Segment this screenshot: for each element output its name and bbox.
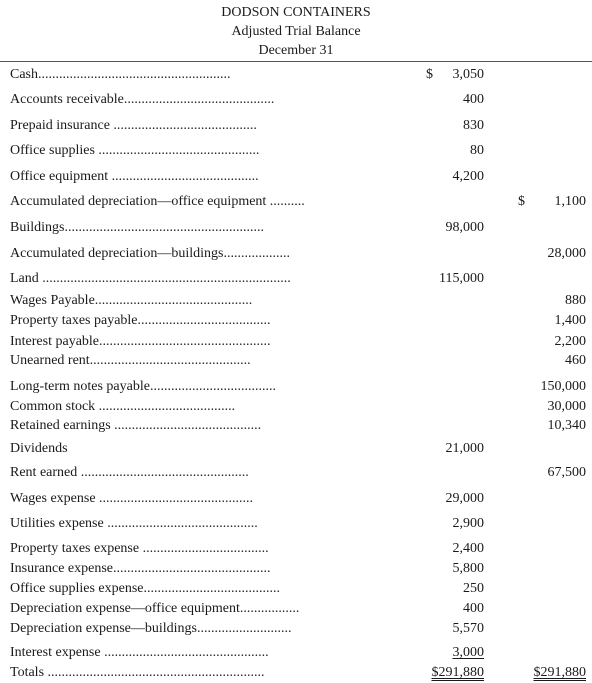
credit-amount — [508, 219, 586, 237]
credit-amount — [508, 417, 586, 435]
debit-amount — [420, 219, 484, 237]
credit-amount — [508, 270, 586, 288]
table-row — [0, 66, 592, 84]
credit-value: 1,100 — [554, 194, 586, 209]
debit-value: 400 — [463, 92, 484, 107]
account-name: Retained earnings .......................................... — [10, 418, 262, 433]
debit-amount — [420, 440, 484, 458]
account-name: Buildings......................................................... — [10, 220, 264, 235]
credit-value: 880 — [565, 293, 586, 308]
credit-amount — [508, 312, 586, 330]
credit-amount — [508, 490, 586, 508]
debit-amount — [420, 378, 484, 396]
credit-value: $291,880 — [533, 665, 586, 680]
table-row — [0, 352, 592, 370]
table-row — [0, 580, 592, 598]
debit-amount — [420, 91, 484, 109]
debit-value: 80 — [470, 143, 484, 158]
table-row — [0, 600, 592, 618]
debit-amount — [420, 490, 484, 508]
table-row — [0, 292, 592, 310]
credit-amount — [508, 292, 586, 310]
debit-value: 29,000 — [445, 491, 484, 506]
account-name: Land ....................................................................... — [10, 271, 291, 286]
table-row — [0, 168, 592, 186]
table-row — [0, 490, 592, 508]
credit-amount — [508, 644, 586, 662]
table-row — [0, 219, 592, 237]
credit-amount — [508, 440, 586, 458]
account-name: Common stock ....................................... — [10, 399, 236, 414]
account-name: Utilities expense ........................................... — [10, 516, 258, 531]
account-name: Long-term notes payable.................................... — [10, 379, 276, 394]
account-name: Wages Payable............................................. — [10, 293, 253, 308]
credit-value: 1,400 — [554, 313, 586, 328]
dollar-sign: $ — [518, 194, 525, 209]
credit-value: 67,500 — [547, 465, 586, 480]
credit-value: 150,000 — [540, 379, 586, 394]
table-row — [0, 440, 592, 458]
table-row — [0, 464, 592, 482]
table-row — [0, 515, 592, 533]
debit-amount — [420, 398, 484, 416]
credit-value: 2,200 — [554, 334, 586, 349]
account-name: Accumulated depreciation—office equipment .......... — [10, 194, 305, 209]
account-name: Office supplies .............................................. — [10, 143, 260, 158]
credit-value: 28,000 — [547, 246, 586, 261]
credit-amount — [508, 333, 586, 351]
account-name: Property taxes expense .................................... — [10, 541, 269, 556]
account-name: Interest payable................................................. — [10, 334, 271, 349]
account-name: Interest expense ............................................... — [10, 645, 269, 660]
debit-amount — [420, 193, 484, 211]
credit-amount — [508, 664, 586, 682]
debit-value: 3,050 — [452, 67, 484, 82]
table-row — [0, 644, 592, 662]
table-row — [0, 245, 592, 263]
credit-value: 10,340 — [547, 418, 586, 433]
debit-amount — [420, 620, 484, 638]
debit-amount — [420, 417, 484, 435]
debit-amount — [420, 142, 484, 160]
debit-value: 21,000 — [445, 441, 484, 456]
account-name: Accumulated depreciation—buildings................... — [10, 246, 290, 261]
debit-value: 2,400 — [452, 541, 484, 556]
table-row — [0, 142, 592, 160]
credit-amount — [508, 245, 586, 263]
credit-amount — [508, 117, 586, 135]
table-row — [0, 91, 592, 109]
account-name: Wages expense ............................................ — [10, 491, 254, 506]
credit-amount — [508, 398, 586, 416]
credit-amount — [508, 580, 586, 598]
credit-amount — [508, 620, 586, 638]
credit-amount — [508, 560, 586, 578]
credit-amount — [508, 464, 586, 482]
credit-amount — [508, 91, 586, 109]
debit-amount — [420, 292, 484, 310]
debit-amount — [420, 464, 484, 482]
debit-amount — [420, 312, 484, 330]
account-name: Office equipment .......................................... — [10, 169, 259, 184]
debit-amount — [420, 117, 484, 135]
credit-value: 30,000 — [547, 399, 586, 414]
account-name: Unearned rent.............................................. — [10, 353, 251, 368]
table-row — [0, 398, 592, 416]
debit-value: 2,900 — [452, 516, 484, 531]
statement-date: December 31 — [258, 43, 334, 58]
account-name: Accounts receivable........................................... — [10, 92, 275, 107]
debit-amount — [420, 352, 484, 370]
table-row — [0, 540, 592, 558]
credit-amount — [508, 142, 586, 160]
dollar-sign: $ — [426, 67, 433, 82]
debit-amount — [420, 664, 484, 682]
account-name: Dividends — [10, 441, 68, 456]
totals-row — [0, 664, 592, 682]
debit-value: 5,800 — [452, 561, 484, 576]
statement-title: Adjusted Trial Balance — [231, 24, 361, 39]
debit-value: 5,570 — [452, 621, 484, 636]
table-row — [0, 417, 592, 435]
credit-amount — [508, 168, 586, 186]
account-name: Office supplies expense....................................... — [10, 581, 280, 596]
credit-value: 460 — [565, 353, 586, 368]
account-name: Prepaid insurance ......................................... — [10, 118, 257, 133]
debit-value: 830 — [463, 118, 484, 133]
debit-amount — [420, 644, 484, 662]
credit-amount — [508, 66, 586, 84]
credit-amount — [508, 600, 586, 618]
credit-amount — [508, 352, 586, 370]
account-name: Insurance expense............................................. — [10, 561, 271, 576]
debit-value: 250 — [463, 581, 484, 596]
debit-value: 4,200 — [452, 169, 484, 184]
credit-amount — [508, 378, 586, 396]
debit-value: 3,000 — [452, 645, 484, 660]
debit-amount — [420, 540, 484, 558]
table-row — [0, 270, 592, 288]
debit-amount — [420, 333, 484, 351]
table-row — [0, 312, 592, 330]
table-row — [0, 378, 592, 396]
debit-value: $291,880 — [431, 665, 484, 680]
debit-amount — [420, 245, 484, 263]
debit-amount — [420, 515, 484, 533]
credit-amount — [508, 515, 586, 533]
debit-amount — [420, 560, 484, 578]
debit-amount — [420, 580, 484, 598]
credit-amount — [508, 193, 586, 211]
debit-value: 400 — [463, 601, 484, 616]
debit-amount — [420, 600, 484, 618]
account-name: Depreciation expense—office equipment................. — [10, 601, 300, 616]
credit-amount — [508, 540, 586, 558]
debit-amount — [420, 168, 484, 186]
table-row — [0, 560, 592, 578]
debit-amount — [420, 66, 484, 84]
table-row — [0, 620, 592, 638]
debit-value: 98,000 — [445, 220, 484, 235]
account-name: Cash....................................................... — [10, 67, 231, 82]
company-name: DODSON CONTAINERS — [221, 5, 371, 20]
debit-amount — [420, 270, 484, 288]
table-row — [0, 193, 592, 211]
table-row — [0, 333, 592, 351]
account-name: Depreciation expense—buildings........................... — [10, 621, 292, 636]
account-name: Property taxes payable...................................... — [10, 313, 271, 328]
table-row — [0, 117, 592, 135]
account-name: Rent earned ................................................ — [10, 465, 249, 480]
statement-header — [0, 0, 592, 62]
account-name: Totals .............................................................. — [10, 665, 265, 680]
debit-value: 115,000 — [439, 271, 484, 286]
